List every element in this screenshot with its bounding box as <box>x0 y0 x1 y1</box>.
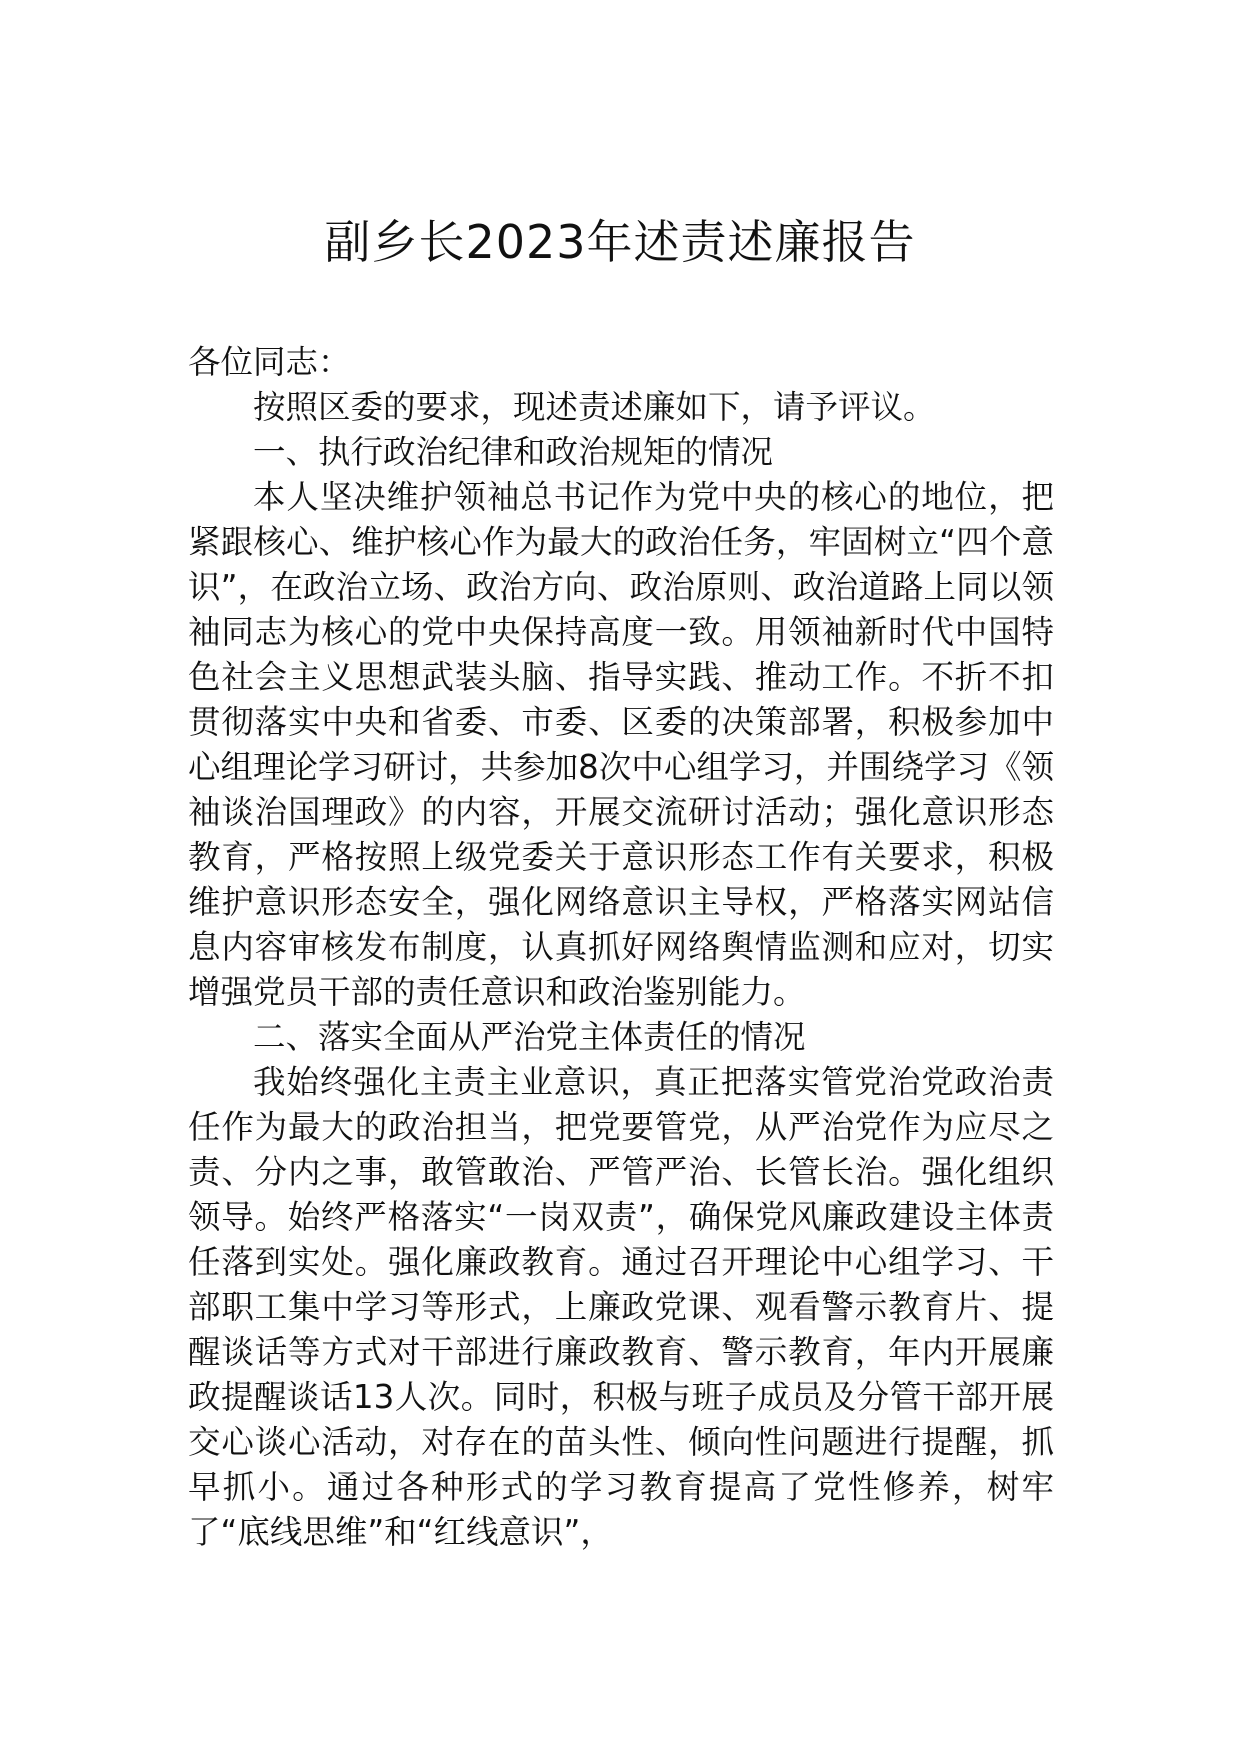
paragraph-intro: 按照区委的要求，现述责述廉如下，请予评议。 <box>253 388 936 426</box>
document-title: 副乡长2023年述责述廉报告 <box>324 215 916 269</box>
document-body <box>188 340 1054 1555</box>
section-heading-2: 二、落实全面从严治党主体责任的情况 <box>253 1018 806 1056</box>
section-heading-1: 一、执行政治纪律和政治规矩的情况 <box>253 433 774 471</box>
salutation: 各位同志： <box>188 343 351 381</box>
paragraph-section-2: 我始终强化主责主业意识，真正把落实管党治党政治责任作为最大的政治担当，把党要管党，从严治党作为应尽之责、分内之事，敢管敢治、严管严治、长管长治。强化组织领导。始终严格落实“一岗双责”，确保党风廉政建设主体责任落到实处。强化廉政教育。通过召开理论中心组学习、干部职工集中学习等形式，上廉政党课、观看警示教育片、提醒谈话等方式对干部进行廉政教育、警示教育，年内开展廉政提醒谈话13人次。同时，积极与班子成员及分管干部开展交心谈心活动，对存在的苗头性、倾向性问题进行提醒，抓早抓小。通过各种形式的学习教育提高了党性修养，树牢了“底线思维”和“红线意识”， <box>188 1063 1054 1551</box>
paragraph-section-1: 本人坚决维护领袖总书记作为党中央的核心的地位，把紧跟核心、维护核心作为最大的政治任务，牢固树立“四个意识”，在政治立场、政治方向、政治原则、政治道路上同以领袖同志为核心的党中央保持高度一致。用领袖新时代中国特色社会主义思想武装头脑、指导实践、推动工作。不折不扣贯彻落实中央和省委、市委、区委的决策部署，积极参加中心组理论学习研讨，共参加8次中心组学习，并围绕学习《领袖谈治国理政》的内容，开展交流研讨活动；强化意识形态教育，严格按照上级党委关于意识形态工作有关要求，积极维护意识形态安全，强化网络意识主导权，严格落实网站信息内容审核发布制度，认真抓好网络舆情监测和应对，切实增强党员干部的责任意识和政治鉴别能力。 <box>188 478 1054 1011</box>
